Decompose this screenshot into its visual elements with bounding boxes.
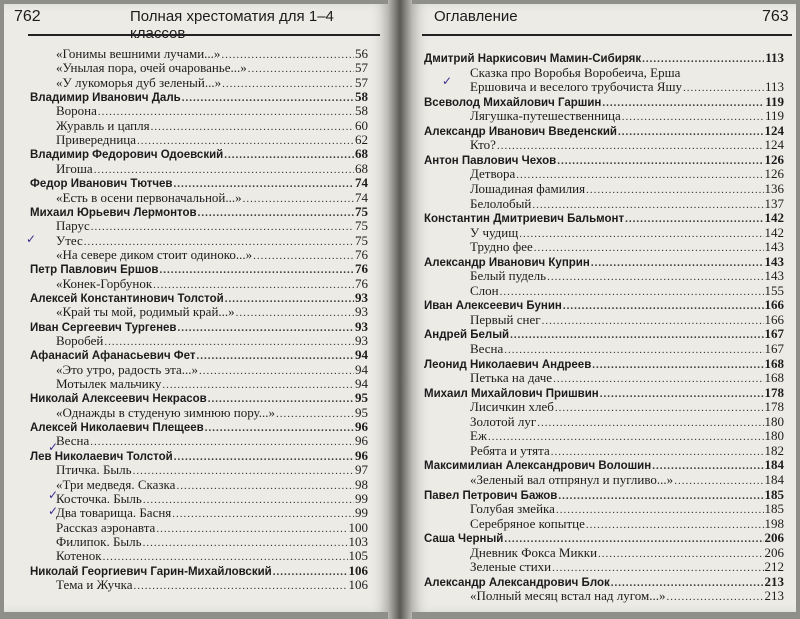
entry-page-number: 94 <box>355 347 368 363</box>
left-page-number: 762 <box>14 8 41 25</box>
entry-page-number: 57 <box>355 74 368 90</box>
entry-title: Петька на даче <box>470 370 553 386</box>
entry-page-number: 180 <box>764 428 784 444</box>
entry-page-number: 166 <box>764 311 784 327</box>
entry-title: Михаил Михайлович Пришвин <box>424 387 599 400</box>
entry-title: Птичка. Быль <box>56 462 132 478</box>
entry-page-number: 103 <box>348 533 368 549</box>
entry-title: Сказка про Воробья Воробеича, Ерша <box>470 64 681 80</box>
right-running-head: Оглавление <box>434 8 518 25</box>
entry-title: Воробей <box>56 333 104 348</box>
pen-mark: ✓ <box>48 488 59 502</box>
entry-page-number: 58 <box>355 103 368 119</box>
entry-title: Котенок <box>56 548 102 564</box>
entry-title: Алексей Константинович Толстой <box>30 292 224 305</box>
book-gutter <box>388 0 412 619</box>
entry-page-number: 60 <box>355 117 368 133</box>
entry-page-number: 178 <box>764 399 784 415</box>
entry-page-number: 136 <box>764 180 784 196</box>
entry-page-number: 185 <box>764 501 784 517</box>
entry-title: Мотылек мальчику <box>56 376 162 392</box>
entry-title: «Унылая пора, очей очарованье...» <box>56 60 247 76</box>
entry-page-number: 206 <box>764 544 784 560</box>
entry-page-number: 185 <box>764 486 784 502</box>
entry-title: Игоша <box>56 160 93 176</box>
entry-page-number: 184 <box>764 457 784 473</box>
entry-title: Косточка. Быль <box>56 490 142 506</box>
entry-page-number: 167 <box>764 326 784 342</box>
entry-title: «Конек-Горбунок <box>56 275 153 291</box>
entry-title: Филипок. Быль <box>56 533 142 549</box>
entry-page-number: 100 <box>348 519 368 535</box>
entry-page-number: 94 <box>355 376 368 392</box>
entry-page-number: 74 <box>355 175 368 191</box>
entry-title: Саша Черный <box>424 533 504 546</box>
entry-title: Рассказ аэронавта <box>56 519 156 535</box>
entry-title: «Есть в осени первоначальной...» <box>56 189 242 205</box>
entry-page-number: 168 <box>764 355 784 371</box>
entry-page-number: 93 <box>355 289 368 305</box>
entry-title: Алексей Николаевич Плещеев <box>30 422 204 435</box>
entry-page-number: 96 <box>355 419 368 435</box>
entry-title: Афанасий Афанасьевич Фет <box>30 350 196 363</box>
entry-page-number: 180 <box>764 413 784 429</box>
entry-title: Первый снег <box>470 311 541 327</box>
entry-page-number: 167 <box>764 341 784 356</box>
left-running-head: Полная хрестоматия для 1–4 <box>130 8 334 25</box>
entry-page-number: 124 <box>764 122 784 138</box>
pen-mark: ✓ <box>26 232 37 246</box>
entry-page-number: 113 <box>764 79 784 95</box>
entry-page-number: 137 <box>764 195 784 211</box>
entry-title: Иван Алексеевич Бунин <box>424 300 562 313</box>
entry-page-number: 99 <box>355 505 368 521</box>
entry-title: «Край ты мой, родимый край...» <box>56 304 235 320</box>
entry-page-number: 74 <box>355 189 368 205</box>
entry-title: Серебряное копытце <box>470 515 585 531</box>
entry-title: Весна <box>470 341 504 356</box>
entry-page-number: 182 <box>764 442 784 458</box>
entry-title: «У лукоморья дуб зеленый...» <box>56 74 222 90</box>
entry-page-number: 76 <box>355 246 368 262</box>
entry-page-number: 178 <box>764 384 784 400</box>
entry-title: Александр Александрович Блок <box>424 576 610 589</box>
entry-page-number: 56 <box>355 46 368 61</box>
entry-page-number: 119 <box>764 108 784 124</box>
entry-title: «Зеленый вал отпрянул и пугливо...» <box>470 471 674 487</box>
entry-page-number: 113 <box>765 50 784 65</box>
pen-mark: ✓ <box>442 74 453 88</box>
left-page <box>4 4 388 612</box>
entry-title: Кто? <box>470 137 496 153</box>
entry-title: Белолобый <box>470 195 532 211</box>
entry-title: Ершовича и веселого трубочиста Яшу <box>470 79 682 95</box>
entry-page-number: 143 <box>764 268 784 284</box>
entry-title: Максимилиан Александрович Волошин <box>424 460 652 473</box>
entry-title: Николай Алексеевич Некрасов <box>30 393 207 406</box>
entry-page-number: 213 <box>764 588 784 604</box>
entry-title: «Это утро, радость эта...» <box>56 361 198 377</box>
entry-page-number: 62 <box>355 132 368 148</box>
entry-title: Николай Георгиевич Гарин-Михайловский <box>30 565 272 578</box>
entry-page-number: 76 <box>355 275 368 291</box>
pen-mark: ✓ <box>48 504 59 518</box>
entry-page-number: 97 <box>355 462 368 478</box>
toc-work-entry <box>470 588 784 604</box>
entry-title: Петр Павлович Ершов <box>30 264 159 277</box>
entry-title: Ребята и утята <box>470 442 550 458</box>
entry-title: Константин Дмитриевич Бальмонт <box>424 213 625 226</box>
entry-title: Михаил Юрьевич Лермонтов <box>30 206 197 219</box>
dot-leader <box>134 578 348 594</box>
entry-title: Дмитрий Наркисович Мамин-Сибиряк <box>424 53 642 65</box>
entry-page-number: 168 <box>764 370 784 386</box>
right-page <box>412 4 796 612</box>
entry-title: Белый пудель <box>470 268 547 284</box>
pen-mark: ✓ <box>48 440 59 454</box>
entry-page-number: 142 <box>764 210 784 226</box>
entry-page-number: 93 <box>355 304 368 320</box>
entry-title: Детвора <box>470 166 516 182</box>
entry-page-number: 98 <box>355 476 368 492</box>
entry-page-number: 68 <box>355 146 368 162</box>
entry-title: Антон Павлович Чехов <box>424 154 557 167</box>
entry-title: Лев Николаевич Толстой <box>30 450 173 463</box>
entry-page-number: 99 <box>355 490 368 506</box>
entry-page-number: 155 <box>764 282 784 298</box>
entry-page-number: 106 <box>348 576 368 592</box>
entry-title: Журавль и цапля <box>56 117 150 133</box>
entry-title: Голубая змейка <box>470 501 555 517</box>
entry-title: «Полный месяц встал над лугом...» <box>470 588 666 604</box>
entry-title: Два товарища. Басня <box>56 505 172 521</box>
entry-title: Слон <box>470 282 499 298</box>
entry-page-number: 58 <box>355 89 368 105</box>
entry-page-number: 76 <box>355 261 368 277</box>
entry-title: Владимир Иванович Даль <box>30 92 181 105</box>
entry-title: Золотой луг <box>470 413 537 429</box>
entry-title: Трудно фее <box>470 239 533 255</box>
entry-title: Лисичкин хлеб <box>470 399 554 415</box>
entry-title: Всеволод Михайлович Гаршин <box>424 96 602 109</box>
entry-page-number: 198 <box>764 515 784 531</box>
entry-page-number: 142 <box>764 224 784 240</box>
entry-page-number: 126 <box>764 151 784 167</box>
entry-title: Ворона <box>56 103 97 119</box>
entry-title: Парус <box>56 218 90 234</box>
entry-page-number: 93 <box>355 318 368 334</box>
entry-page-number: 105 <box>348 548 368 564</box>
entry-title: Зеленые стихи <box>470 559 552 575</box>
entry-page-number: 184 <box>764 471 784 487</box>
entry-page-number: 75 <box>355 232 368 248</box>
entry-page-number: 206 <box>764 530 784 546</box>
entry-page-number: 96 <box>355 433 368 449</box>
entry-title: Федор Иванович Тютчев <box>30 178 173 191</box>
entry-page-number: 93 <box>355 333 368 348</box>
entry-title: Лягушка-путешественница <box>470 108 621 124</box>
entry-page-number: 143 <box>764 253 784 269</box>
entry-page-number: 213 <box>764 573 784 589</box>
entry-title: Павел Петрович Бажов <box>424 489 558 502</box>
dot-leader <box>667 589 764 605</box>
entry-title: Леонид Николаевич Андреев <box>424 358 592 371</box>
right-page-number: 763 <box>762 8 789 25</box>
entry-page-number: 95 <box>355 404 368 420</box>
entry-title: Александр Иванович Куприн <box>424 256 590 269</box>
entry-page-number: 94 <box>355 361 368 377</box>
entry-page-number: 119 <box>765 93 784 109</box>
entry-page-number: 212 <box>764 559 784 575</box>
entry-title: Еж <box>470 428 487 444</box>
entry-title: Утес <box>56 232 83 248</box>
entry-title: У чудищ <box>470 224 519 240</box>
entry-page-number: 68 <box>355 160 368 176</box>
entry-title: Александр Иванович Введенский <box>424 125 617 138</box>
entry-page-number: 57 <box>355 60 368 76</box>
left-header-rule <box>28 34 380 36</box>
entry-title: Андрей Белый <box>424 329 510 342</box>
entry-title: Лошадиная фамилия <box>470 180 586 196</box>
entry-page-number: 124 <box>764 137 784 153</box>
toc-work-entry <box>56 577 368 593</box>
entry-page-number: 96 <box>355 447 368 463</box>
entry-page-number: 75 <box>355 218 368 234</box>
entry-page-number: 166 <box>764 297 784 313</box>
entry-title: «На севере диком стоит одиноко...» <box>56 246 253 262</box>
entry-title: Весна <box>56 433 90 449</box>
entry-title: Владимир Федорович Одоевский <box>30 149 224 162</box>
entry-page-number: 75 <box>355 203 368 219</box>
entry-page-number: 106 <box>348 562 368 578</box>
entry-title: «Три медведя. Сказка <box>56 476 176 492</box>
entry-title: «Однажды в студеную зимнюю пору...» <box>56 404 275 420</box>
entry-title: Тема и Жучка <box>56 576 133 592</box>
entry-title: «Гонимы вешними лучами...» <box>56 46 221 61</box>
entry-page-number: 143 <box>764 239 784 255</box>
entry-title: Привередница <box>56 132 137 148</box>
entry-title: Иван Сергеевич Тургенев <box>30 321 177 334</box>
entry-title: Дневник Фокса Микки <box>470 544 598 560</box>
entry-page-number: 126 <box>764 166 784 182</box>
right-header-rule <box>422 34 792 36</box>
entry-page-number: 95 <box>355 390 368 406</box>
